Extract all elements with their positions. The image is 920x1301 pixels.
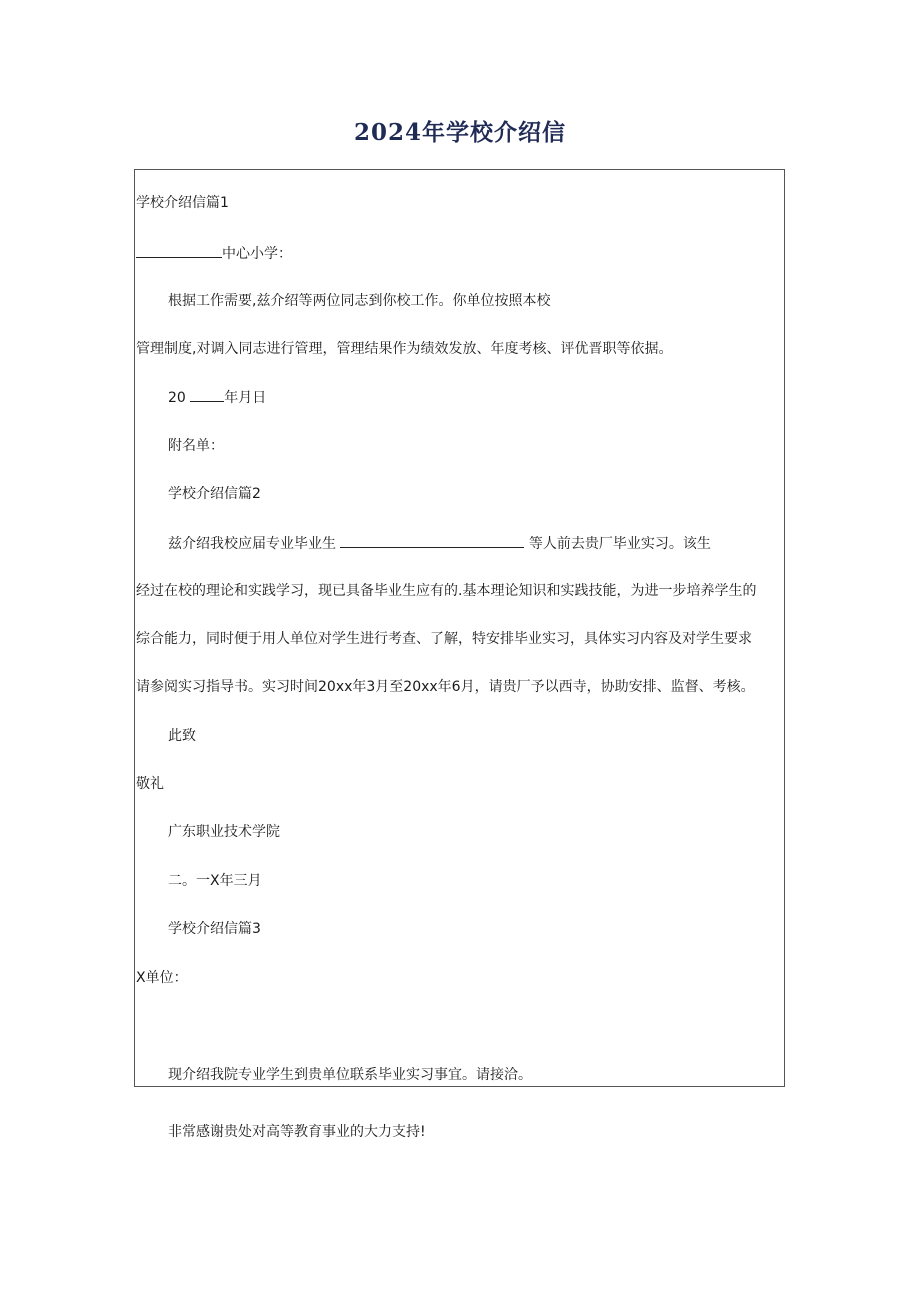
letter2-body-line4: 请参阅实习指导书。实习时间20xx年3月至20xx年6月，请贵厂予以西寺，协助安排、监督、考核。 [136,679,755,695]
letter1-recipient [136,243,292,264]
student-name-blank [340,533,524,548]
letter3-body-line2: 非常感谢贵处对高等教育事业的大力支持! [168,1124,426,1140]
letter2-closing2: 敬礼 [136,776,164,792]
letter1-date [168,387,266,408]
letter2-date: 二。一X年三月 [168,873,262,889]
letter2-heading: 学校介绍信篇2 [168,486,261,502]
letter1-heading: 学校介绍信篇1 [136,195,229,211]
letter3-heading: 学校介绍信篇3 [168,921,261,937]
letter1-body-line1: 根据工作需要,兹介绍等两位同志到你校工作。你单位按照本校 [168,293,551,309]
date-blank [190,387,224,402]
letter2-signature: 广东职业技术学院 [168,824,280,840]
letter1-body-line2: 管理制度,对调入同志进行管理，管理结果作为绩效发放、年度考核、评优晋职等依据。 [136,341,673,357]
letter1-attachment: 附名单： [168,438,224,454]
letter3-recipient: X单位： [136,970,188,986]
letter2-closing1: 此致 [168,728,196,744]
letter2-body-line2: 经过在校的理论和实践学习，现已具备毕业生应有的.基本理论知识和实践技能，为进一步培养学生的 [136,583,757,599]
document-title: 2024年学校介绍信 [353,119,566,146]
date-prefix: 20 [168,390,186,406]
date-suffix: 年月日 [224,390,267,406]
letter2-body-line1 [168,533,711,554]
body-prefix: 兹介绍我校应届专业毕业生 [168,536,336,552]
recipient-blank [136,243,222,258]
letter2-body-line3: 综合能力，同时便于用人单位对学生进行考查、了解，特安排毕业实习，具体实习内容及对学生要求 [136,631,752,647]
letter3-body-line1: 现介绍我院专业学生到贵单位联系毕业实习事宜。请接洽。 [168,1067,532,1083]
recipient-suffix: 中心小学： [222,246,292,262]
body-suffix: 等人前去贵厂毕业实习。该生 [528,536,711,552]
